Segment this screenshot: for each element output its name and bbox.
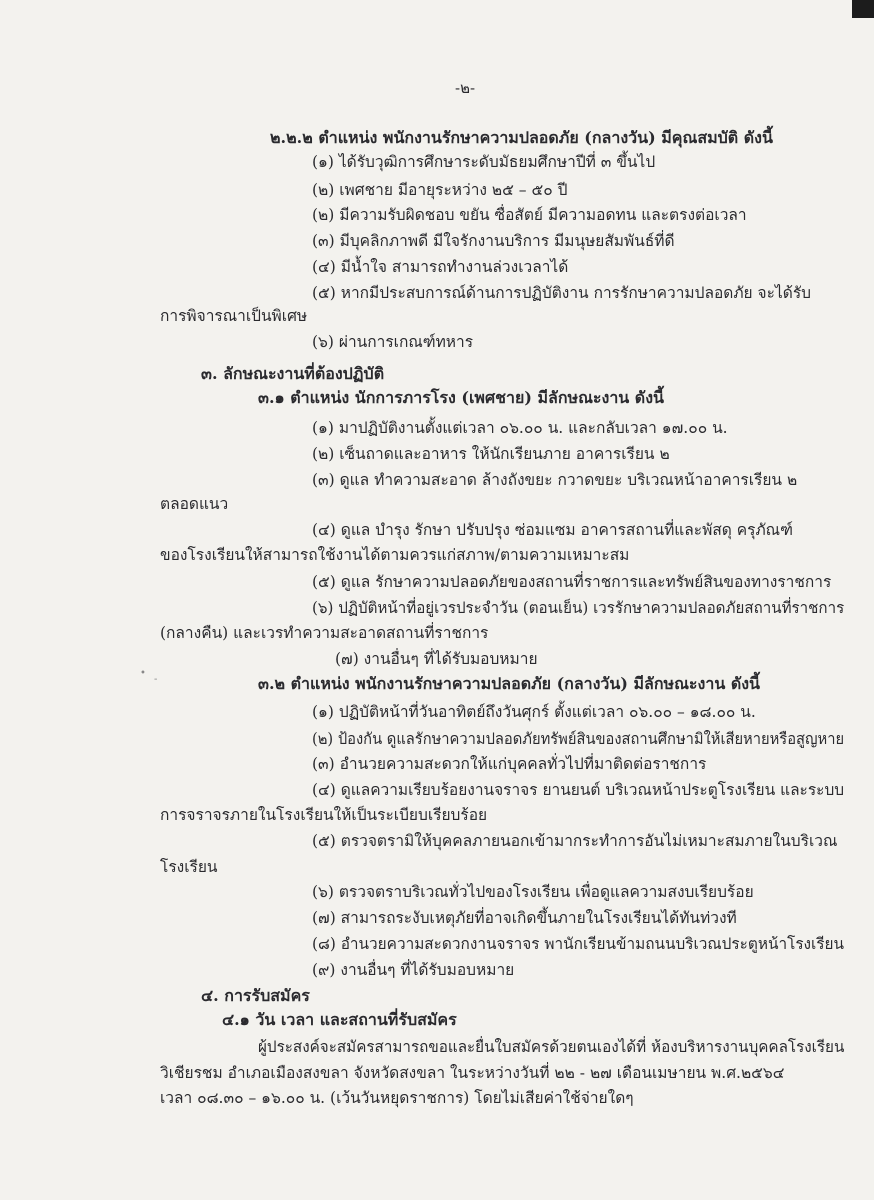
list-item: (๓) ดูแล ทำความสะอาด ล้างถังขยะ กวาดขยะ บริเวณหน้าอาคารเรียน ๒	[312, 471, 798, 489]
list-item: (๙) งานอื่นๆ ที่ได้รับมอบหมาย	[312, 961, 515, 979]
heading-3-1: ๓.๑ ตำแหน่ง นักการภารโรง (เพศชาย) มีลักษณะงาน ดังนี้	[258, 388, 664, 407]
heading-3-2: ๓.๒ ตำแหน่ง พนักงานรักษาความปลอดภัย (กลางวัน) มีลักษณะงาน ดังนี้	[258, 674, 760, 693]
list-item: (๖) ปฏิบัติหน้าที่อยู่เวรประจำวัน (ตอนเย็น) เวรรักษาความปลอดภัยสถานที่ราชการ	[312, 599, 845, 617]
list-item-continuation: (กลางคืน) และเวรทำความสะอาดสถานที่ราชการ	[160, 624, 489, 642]
list-item: (๕) ดูแล รักษาความปลอดภัยของสถานที่ราชการและทรัพย์สินของทางราชการ	[312, 573, 832, 591]
paragraph-line: วิเชียรชม อำเภอเมืองสงขลา จังหวัดสงขลา ในระหว่างวันที่ ๒๒ - ๒๗ เดือนเมษายน พ.ศ.๒๕๖๔	[160, 1064, 785, 1082]
scan-edge	[852, 0, 874, 18]
heading-2-2-2: ๒.๒.๒ ตำแหน่ง พนักงานรักษาความปลอดภัย (กลางวัน) มีคุณสมบัติ ดังนี้	[270, 128, 773, 147]
list-item: (๑) ได้รับวุฒิการศึกษาระดับมัธยมศึกษาปีที่ ๓ ขึ้นไป	[312, 153, 656, 171]
list-item: (๓) อำนวยความสะดวกให้แก่บุคคลทั่วไปที่มาติดต่อราชการ	[312, 755, 707, 773]
list-item: (๓) มีบุคลิกภาพดี มีใจรักงานบริการ มีมนุษยสัมพันธ์ที่ดี	[312, 232, 675, 250]
list-item: (๗) งานอื่นๆ ที่ได้รับมอบหมาย	[335, 650, 538, 668]
list-item: (๖) ตรวจตราบริเวณทั่วไปของโรงเรียน เพื่อดูแลความสงบเรียบร้อย	[312, 883, 754, 901]
list-item: (๕) ตรวจตรามิให้บุคคลภายนอกเข้ามากระทำการอันไม่เหมาะสมภายในบริเวณ	[312, 832, 838, 850]
list-item: (๒) มีความรับผิดชอบ ขยัน ซื่อสัตย์ มีความอดทน และตรงต่อเวลา	[312, 206, 747, 224]
list-item: (๘) อำนวยความสะดวกงานจราจร พานักเรียนข้ามถนนบริเวณประตูหน้าโรงเรียน	[312, 935, 845, 953]
list-item-continuation: การพิจารณาเป็นพิเศษ	[160, 307, 308, 325]
paragraph-line: ผู้ประสงค์จะสมัครสามารถขอและยื่นใบสมัครด้วยตนเองได้ที่ ห้องบริหารงานบุคคลโรงเรียน	[258, 1038, 845, 1056]
list-item-continuation: ของโรงเรียนให้สามารถใช้งานได้ตามควรแก่สภาพ/ตามความเหมาะสม	[160, 546, 630, 564]
list-item-continuation: การจราจรภายในโรงเรียนให้เป็นระเบียบเรียบร้อย	[160, 806, 488, 824]
list-item: (๑) มาปฏิบัติงานตั้งแต่เวลา ๐๖.๐๐ น. และกลับเวลา ๑๗.๐๐ น.	[312, 419, 728, 437]
heading-4: ๔. การรับสมัคร	[201, 986, 310, 1005]
list-item-continuation: ตลอดแนว	[160, 495, 229, 513]
list-item: (๗) สามารถระงับเหตุภัยที่อาจเกิดขึ้นภายในโรงเรียนได้ทันท่วงที	[312, 909, 737, 927]
scan-mark: •	[140, 668, 146, 679]
list-item: (๕) หากมีประสบการณ์ด้านการปฏิบัติงาน การรักษาความปลอดภัย จะได้รับ	[312, 284, 811, 302]
list-item: (๖) ผ่านการเกณฑ์ทหาร	[312, 333, 474, 351]
list-item: (๒) เซ็นถาดและอาหาร ให้นักเรียนภาย อาคารเรียน ๒	[312, 445, 670, 463]
list-item: (๔) ดูแลความเรียบร้อยงานจราจร ยานยนต์ บริเวณหน้าประตูโรงเรียน และระบบ	[312, 781, 845, 799]
list-item: (๔) มีน้ำใจ สามารถทำงานล่วงเวลาได้	[312, 258, 569, 276]
heading-3: ๓. ลักษณะงานที่ต้องปฏิบัติ	[201, 364, 385, 383]
scan-mark: -	[154, 674, 158, 685]
list-item-continuation: โรงเรียน	[160, 858, 218, 876]
list-item: (๒) ป้องกัน ดูแลรักษาความปลอดภัยทรัพย์สินของสถานศึกษามิให้เสียหายหรือสูญหาย	[312, 730, 845, 748]
list-item: (๒) เพศชาย มีอายุระหว่าง ๒๕ – ๕๐ ปี	[312, 181, 568, 199]
page-number: -๒-	[455, 79, 476, 97]
paragraph-line: เวลา ๐๘.๓๐ – ๑๖.๐๐ น. (เว้นวันหยุดราชการ) โดยไม่เสียค่าใช้จ่ายใดๆ	[160, 1089, 634, 1107]
list-item: (๑) ปฏิบัติหน้าที่วันอาทิตย์ถึงวันศุกร์ ตั้งแต่เวลา ๐๖.๐๐ – ๑๘.๐๐ น.	[312, 703, 756, 721]
heading-4-1: ๔.๑ วัน เวลา และสถานที่รับสมัคร	[222, 1010, 457, 1029]
list-item: (๔) ดูแล บำรุง รักษา ปรับปรุง ซ่อมแซม อาคารสถานที่และพัสดุ ครุภัณฑ์	[312, 521, 793, 539]
